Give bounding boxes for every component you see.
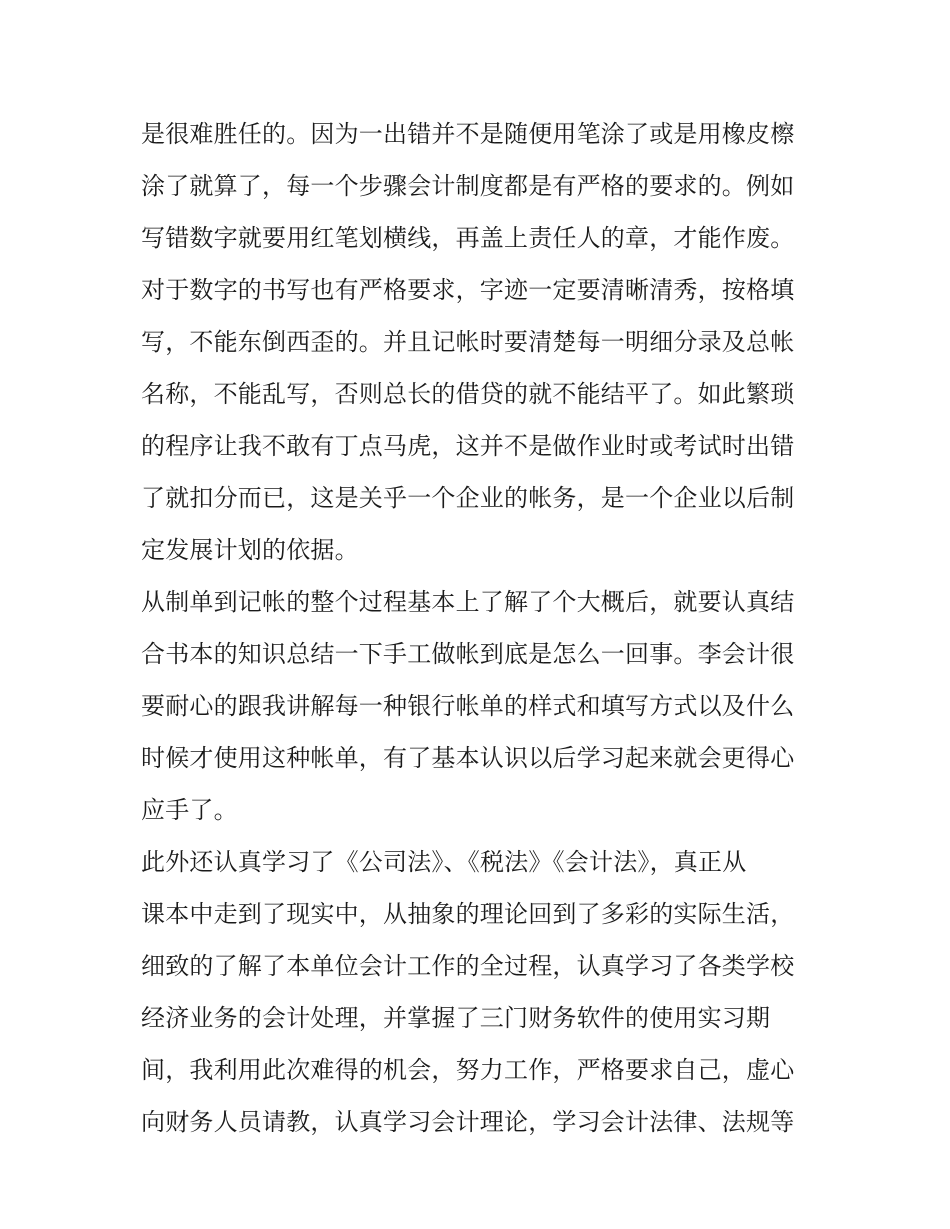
text-line: 的程序让我不敢有丁点马虎，这并不是做作业时或考试时出错	[141, 432, 795, 460]
text-line: 合书本的知识总结一下手工做帐到底是怎么一回事。李会计很	[141, 640, 795, 668]
text-line: 课本中走到了现实中，从抽象的理论回到了多彩的实际生活，	[141, 900, 795, 928]
text-line: 此外还认真学习了《公司法》、《税法》《会计法》，真正从	[141, 848, 747, 876]
text-line: 写，不能东倒西歪的。并且记帐时要清楚每一明细分录及总帐	[141, 328, 795, 356]
text-line: 应手了。	[141, 796, 238, 824]
text-line: 涂了就算了，每一个步骤会计制度都是有严格的要求的。例如	[141, 172, 795, 200]
text-line: 从制单到记帐的整个过程基本上了解了个大概后，就要认真结	[141, 588, 795, 616]
body-text	[141, 108, 821, 1148]
text-line: 写错数字就要用红笔划横线，再盖上责任人的章，才能作废。	[141, 224, 795, 252]
text-line: 要耐心的跟我讲解每一种银行帐单的样式和填写方式以及什么	[141, 692, 795, 720]
text-line: 时候才使用这种帐单，有了基本认识以后学习起来就会更得心	[141, 744, 795, 772]
text-line: 了就扣分而已，这是关乎一个企业的帐务，是一个企业以后制	[141, 484, 795, 512]
text-line: 向财务人员请教，认真学习会计理论，学习会计法律、法规等	[141, 1108, 795, 1136]
text-line: 是很难胜任的。因为一出错并不是随便用笔涂了或是用橡皮檫	[141, 120, 795, 148]
text-line: 名称，不能乱写，否则总长的借贷的就不能结平了。如此繁琐	[141, 380, 795, 408]
text-line: 细致的了解了本单位会计工作的全过程，认真学习了各类学校	[141, 952, 795, 980]
text-line: 定发展计划的依据。	[141, 536, 359, 564]
text-line: 对于数字的书写也有严格要求，字迹一定要清晰清秀，按格填	[141, 276, 795, 304]
text-line: 经济业务的会计处理，并掌握了三门财务软件的使用实习期	[141, 1004, 771, 1032]
text-line: 间，我利用此次难得的机会，努力工作，严格要求自己，虚心	[141, 1056, 795, 1084]
